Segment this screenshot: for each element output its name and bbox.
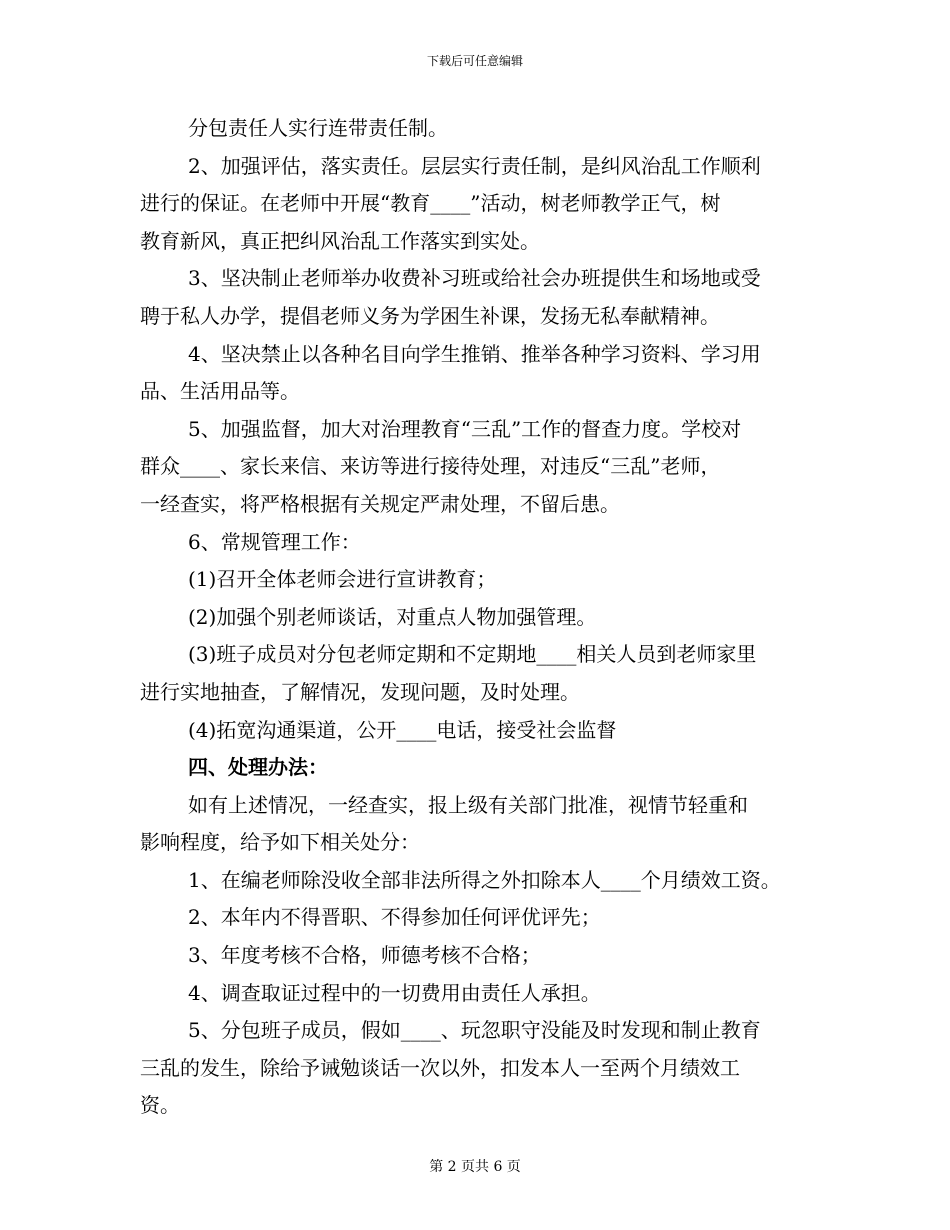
text-line: 1、在编老师除没收全部非法所得之外扣除本人____个月绩效工资。 [188,867,781,892]
text-line: 进行实地抽查，了解情况，发现问题，及时处理。 [140,679,580,704]
text-line: 进行的保证。在老师中开展“教育____”活动，树老师教学正气，树 [140,191,721,216]
text-line: 4、调查取证过程中的一切费用由责任人承担。 [188,980,601,1005]
text-line: 分包责任人实行连带责任制。 [188,116,448,140]
text-line: 4、坚决禁止以各种名目向学生推销、推举各种学习资料、学习用 [188,341,761,366]
text-line: 6、常规管理工作： [188,529,361,554]
text-line: 品、生活用品等。 [140,379,300,404]
section-heading: 四、处理办法： [188,755,328,780]
text-line: 2、本年内不得晋职、不得参加任何评优评先； [188,905,601,930]
text-line: 资。 [140,1093,180,1118]
text-line: 群众____、家长来信、来访等进行接待处理，对违反“三乱”老师， [140,454,721,479]
text-line: 2、加强评估，落实责任。层层实行责任制，是纠风治乱工作顺利 [188,153,761,178]
text-line: 3、年度考核不合格，师德考核不合格； [188,943,541,968]
text-line: (1)召开全体老师会进行宣讲教育； [188,567,497,592]
text-line: 5、分包班子成员，假如____、玩忽职守没能及时发现和制止教育 [188,1018,761,1043]
text-line: 3、坚决制止老师举办收费补习班或给社会办班提供生和场地或受 [188,266,761,291]
page-footer: 第 2 页共 6 页 [429,1159,521,1175]
text-line: 影响程度，给予如下相关处分： [140,830,420,855]
text-line: (2)加强个别老师谈话，对重点人物加强管理。 [188,604,597,629]
text-line: 教育新风，真正把纠风治乱工作落实到实处。 [140,228,540,253]
page-header: 下载后可任意编辑 [426,54,523,68]
text-line: 聘于私人办学，提倡老师义务为学困生补课，发扬无私奉献精神。 [140,303,720,328]
text-line: 一经查实，将严格根据有关规定严肃处理，不留后患。 [140,491,620,516]
text-line: 5、加强监督，加大对治理教育“三乱”工作的督查力度。学校对 [188,416,742,441]
text-line: (3)班子成员对分包老师定期和不定期地____相关人员到老师家里 [188,642,757,667]
text-line: 三乱的发生，除给予诫勉谈话一次以外，扣发本人一至两个月绩效工 [140,1055,740,1080]
text-line: 如有上述情况，一经查实，报上级有关部门批准，视情节轻重和 [188,792,748,817]
document-body [140,110,830,1125]
text-line: (4)拓宽沟通渠道，公开____电话，接受社会监督 [188,717,617,742]
